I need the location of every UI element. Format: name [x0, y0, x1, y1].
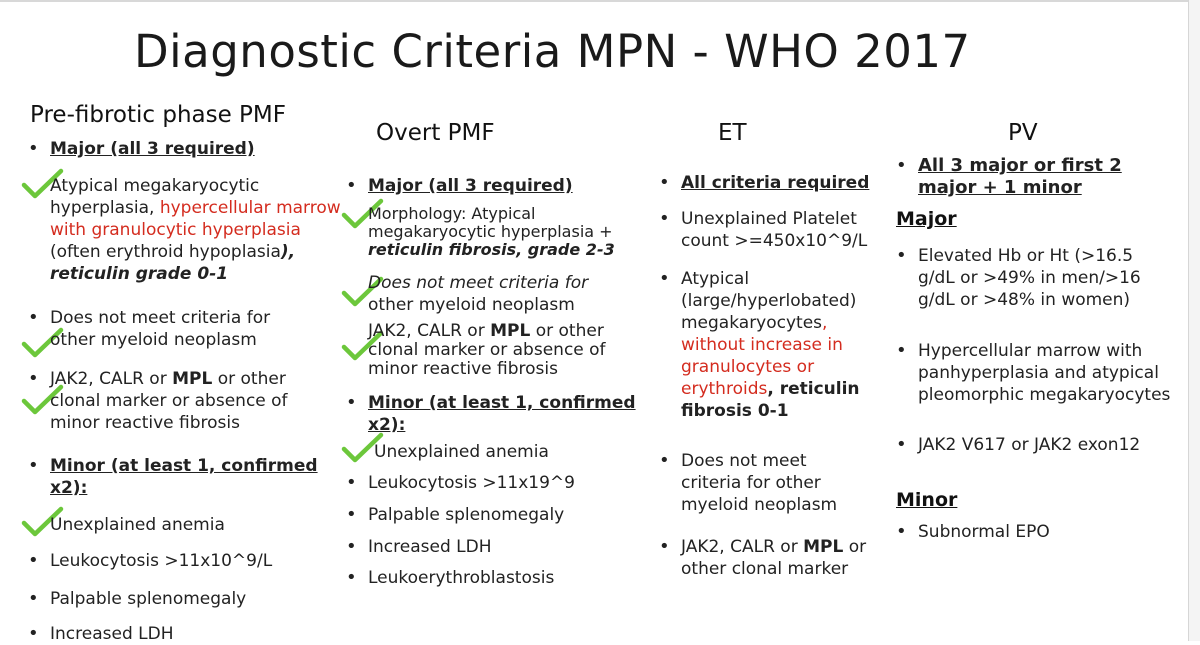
col4-major-criterion-2: • Hypercellular marrow with panhyperplasia and atypical pleomorphic megakaryocytes [896, 340, 1171, 405]
col4-major-criterion-3: • JAK2 V617 or JAK2 exon12 [896, 434, 1141, 455]
col2-major-label: • Major (all 3 required) [346, 175, 573, 196]
col-et-heading: ET [718, 120, 747, 146]
col-prefibrotic-heading: Pre-fibrotic phase PMF [30, 102, 286, 128]
col3-criterion-1: • Unexplained Platelet count >=450x10^9/L [659, 208, 868, 251]
col3-criterion-4: • JAK2, CALR or MPL or other clonal marker [659, 536, 867, 579]
col4-rule: • All 3 major or first 2 major + 1 minor [896, 155, 1122, 198]
slide-top-border [0, 0, 1200, 2]
slide-title: Diagnostic Criteria MPN - WHO 2017 [134, 25, 971, 78]
col1-minor-criterion-4: • Increased LDH [28, 623, 174, 644]
col-pv-heading: PV [1008, 120, 1038, 146]
col2-minor-criterion-3: • Palpable splenomegaly [346, 504, 565, 525]
col2-minor-criterion-4: • Increased LDH [346, 536, 492, 557]
col-overt-pmf-heading: Overt PMF [376, 120, 495, 146]
col2-major-criterion-3: JAK2, CALR or MPL or other clonal marker or absence of minor reactive fibrosis [368, 321, 606, 379]
col2-minor-criterion-1: Unexplained anemia [374, 442, 549, 462]
col1-minor-label: • Minor (at least 1, confirmed x2): [28, 455, 318, 498]
col1-major-label: • Major (all 3 required) [28, 138, 255, 159]
col4-minor-criterion-1: • Subnormal EPO [896, 521, 1050, 542]
col2-minor-label: • Minor (at least 1, confirmed x2): [346, 392, 636, 435]
col2-major-criterion-1: Morphology: Atypical megakaryocytic hyperplasia + reticulin fibrosis, grade 2-3 [368, 204, 615, 259]
col4-major-criterion-1: • Elevated Hb or Ht (>16.5 g/dL or >49% in men/>16 g/dL or >48% in women) [896, 245, 1141, 310]
col1-major-criterion-2: • Does not meet criteria for other myeloid neoplasm [28, 307, 271, 350]
col2-minor-criterion-5: • Leukoerythroblastosis [346, 567, 555, 588]
scrollbar[interactable] [1188, 0, 1200, 641]
col1-minor-criterion-2: • Leukocytosis >11x10^9/L [28, 550, 273, 571]
col3-criterion-2: • Atypical (large/hyperlobated) megakaryocytes, without increase in granulocytes or erythroids, reticulin fibrosis 0-1 [659, 268, 860, 421]
col3-criterion-3: • Does not meet criteria for other myeloid neoplasm [659, 450, 838, 515]
col2-major-criterion-2: Does not meet criteria for other myeloid neoplasm [368, 273, 589, 315]
col3-all-required-label: • All criteria required [659, 172, 870, 193]
col1-major-criterion-3: • JAK2, CALR or MPL or other clonal marker or absence of minor reactive fibrosis [28, 368, 288, 433]
col1-major-criterion-1: Atypical megakaryocytic hyperplasia, hypercellular marrow with granulocytic hyperplasia (often erythroid hypoplasia), reticulin grade 0-1 [50, 176, 341, 284]
col1-minor-criterion-1: Unexplained anemia [50, 515, 225, 535]
col4-major-label: Major [896, 208, 957, 230]
col4-minor-label: Minor [896, 489, 958, 511]
col1-minor-criterion-3: • Palpable splenomegaly [28, 588, 247, 609]
col2-minor-criterion-2: • Leukocytosis >11x19^9 [346, 472, 575, 493]
